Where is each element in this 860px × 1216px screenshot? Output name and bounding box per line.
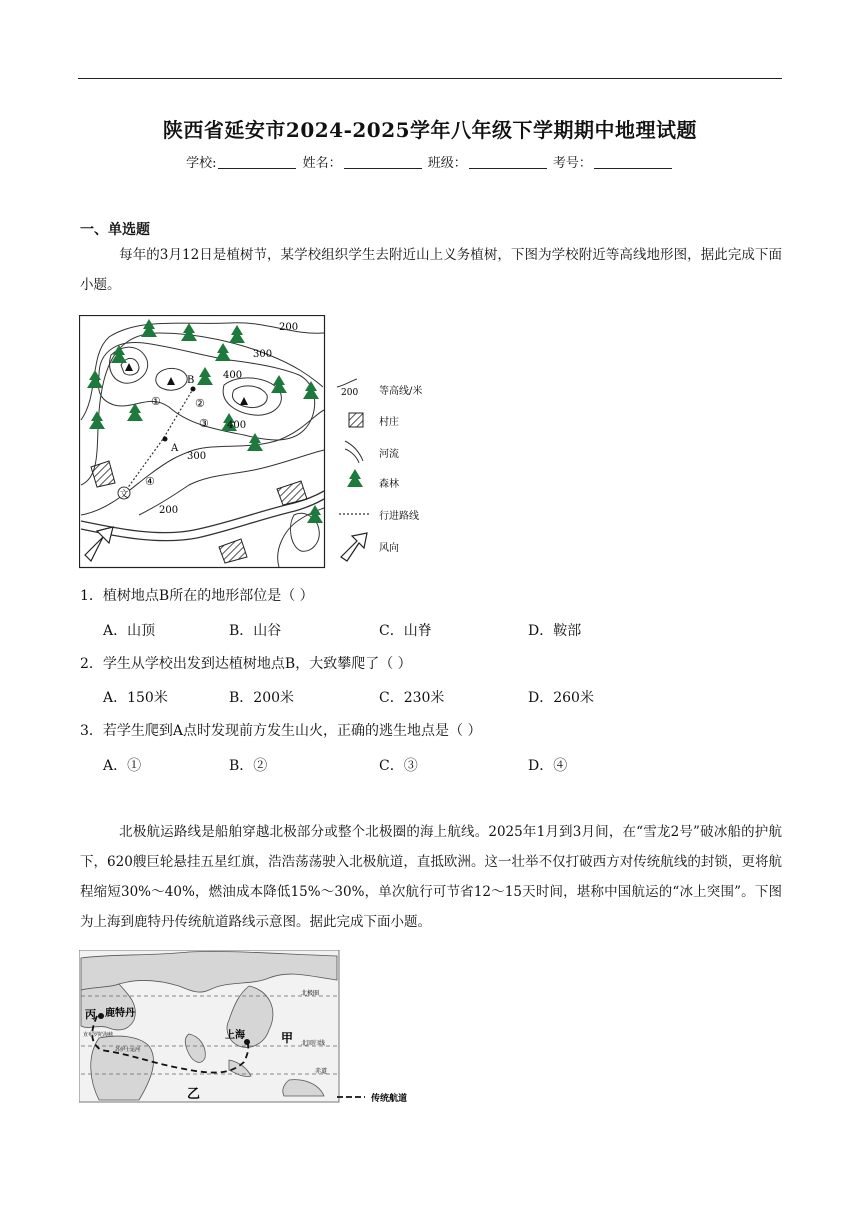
question-3-stem: 3．若学生爬到A点时发现前方发生山火，正确的逃生地点是（ ） (80, 723, 482, 739)
contour-label: 200 (279, 322, 299, 333)
intro-paragraph-2: 北极航运路线是船舶穿越北极部分或整个北极圈的海上航线。2025年1月到3月间，在“雪龙2号”破冰船的护航下，620艘巨轮悬挂五星红旗，浩浩荡荡驶入北极航道，直抵欧洲。这一壮举不仅打破西方对传统航线的封锁，更将航程缩短30%～40%，燃油成本降低15%～30%，单次航行可节省12～15天时间，堪称中国航运的“冰上突围”。下图为上海到鹿特丹传统航道路线示意图。据此完成下面小题。 (80, 824, 782, 930)
label-bing: 丙 (85, 1008, 96, 1021)
shipping-route-map-figure (79, 950, 419, 1110)
legend-contour-icon (337, 379, 357, 387)
legend-village-text: 村庄 (379, 417, 399, 428)
q2-option-d[interactable]: D．260米 (528, 690, 594, 706)
label-tropic-of-cancer: 北回归线 (301, 1040, 326, 1047)
number-blank[interactable] (594, 156, 672, 169)
q3-option-c[interactable]: C．③ (379, 758, 418, 774)
point-4-label: ④ (145, 475, 155, 488)
point-a-label: A (171, 443, 179, 454)
school-blank[interactable] (218, 156, 296, 169)
contour-label: 300 (253, 349, 273, 360)
contour-label: 400 (223, 370, 243, 381)
contour-label: 200 (159, 505, 179, 516)
contour-label: 400 (227, 420, 247, 431)
class-blank[interactable] (469, 156, 547, 169)
q1-option-b[interactable]: B．山谷 (229, 623, 282, 639)
legend-wind-text: 风向 (379, 543, 399, 554)
legend-river-icon (345, 441, 363, 463)
q3-option-a[interactable]: A．① (103, 758, 142, 774)
question-2-stem: 2．学生从学校出发到达植树地点B，大致攀爬了（ ） (80, 656, 412, 672)
number-label: 考号： (552, 156, 592, 171)
q2-option-c[interactable]: C．230米 (379, 690, 445, 706)
contour-map-figure (79, 315, 439, 575)
legend-contour-text: 等高线/米 (379, 386, 423, 397)
contour-label: 300 (187, 451, 207, 462)
school-label: 文 (119, 490, 129, 500)
q3-option-d[interactable]: D．④ (528, 758, 568, 774)
name-label: 姓名： (302, 156, 342, 171)
label-equator: 赤道 (315, 1068, 328, 1075)
legend-forest-icon (347, 469, 363, 487)
label-jia: 甲 (281, 1031, 294, 1045)
point-2-label: ② (195, 397, 205, 410)
intro-paragraph-1: 每年的3月12日是植树节，某学校组织学生去附近山上义务植树，下图为学校附近等高线地形图，据此完成下面小题。 (80, 247, 782, 293)
legend-village-icon (349, 413, 363, 427)
point-b-dot (191, 387, 196, 392)
legend-wind-icon (341, 533, 367, 561)
question-1-stem: 1．植树地点B所在的地形部位是（ ） (80, 588, 314, 604)
q1-option-c[interactable]: C．山脊 (379, 623, 432, 639)
point-b-label: B (187, 375, 195, 386)
rotterdam-dot (98, 1013, 104, 1019)
class-label: 班级： (427, 156, 467, 171)
label-yi: 乙 (187, 1087, 201, 1102)
point-3-label: ③ (199, 417, 209, 430)
label-shanghai: 上海 (225, 1030, 245, 1041)
page-title: 陕西省延安市2024-2025学年八年级下学期期中地理试题 (162, 118, 698, 142)
legend-forest-text: 森林 (379, 479, 399, 490)
label-rotterdam: 鹿特丹 (105, 1008, 135, 1019)
q1-option-d[interactable]: D．鞍部 (528, 623, 582, 639)
q1-option-a[interactable]: A．山顶 (103, 623, 156, 639)
label-gibraltar: 直布罗陀海峡 (83, 1032, 114, 1038)
legend-route-text: 行进路线 (379, 511, 419, 522)
label-suez: 苏伊士运河 (115, 1047, 141, 1053)
legend-contour-value: 200 (341, 388, 359, 398)
point-1-label: ① (151, 395, 161, 408)
label-arctic-circle: 北极圈 (301, 990, 320, 997)
q2-option-b[interactable]: B．200米 (229, 690, 295, 706)
q2-option-a[interactable]: A．150米 (103, 690, 168, 706)
name-blank[interactable] (344, 156, 422, 169)
q3-option-b[interactable]: B．② (229, 758, 268, 774)
school-label: 学校: (186, 156, 217, 171)
map-legend (337, 379, 422, 561)
point-a-dot (163, 437, 168, 442)
top-rule (78, 78, 782, 79)
legend-river-text: 河流 (379, 449, 399, 460)
legend-route-text: 传统航道 (371, 1094, 408, 1104)
student-info-line (0, 152, 860, 171)
section-heading: 一、单选题 (80, 222, 150, 238)
